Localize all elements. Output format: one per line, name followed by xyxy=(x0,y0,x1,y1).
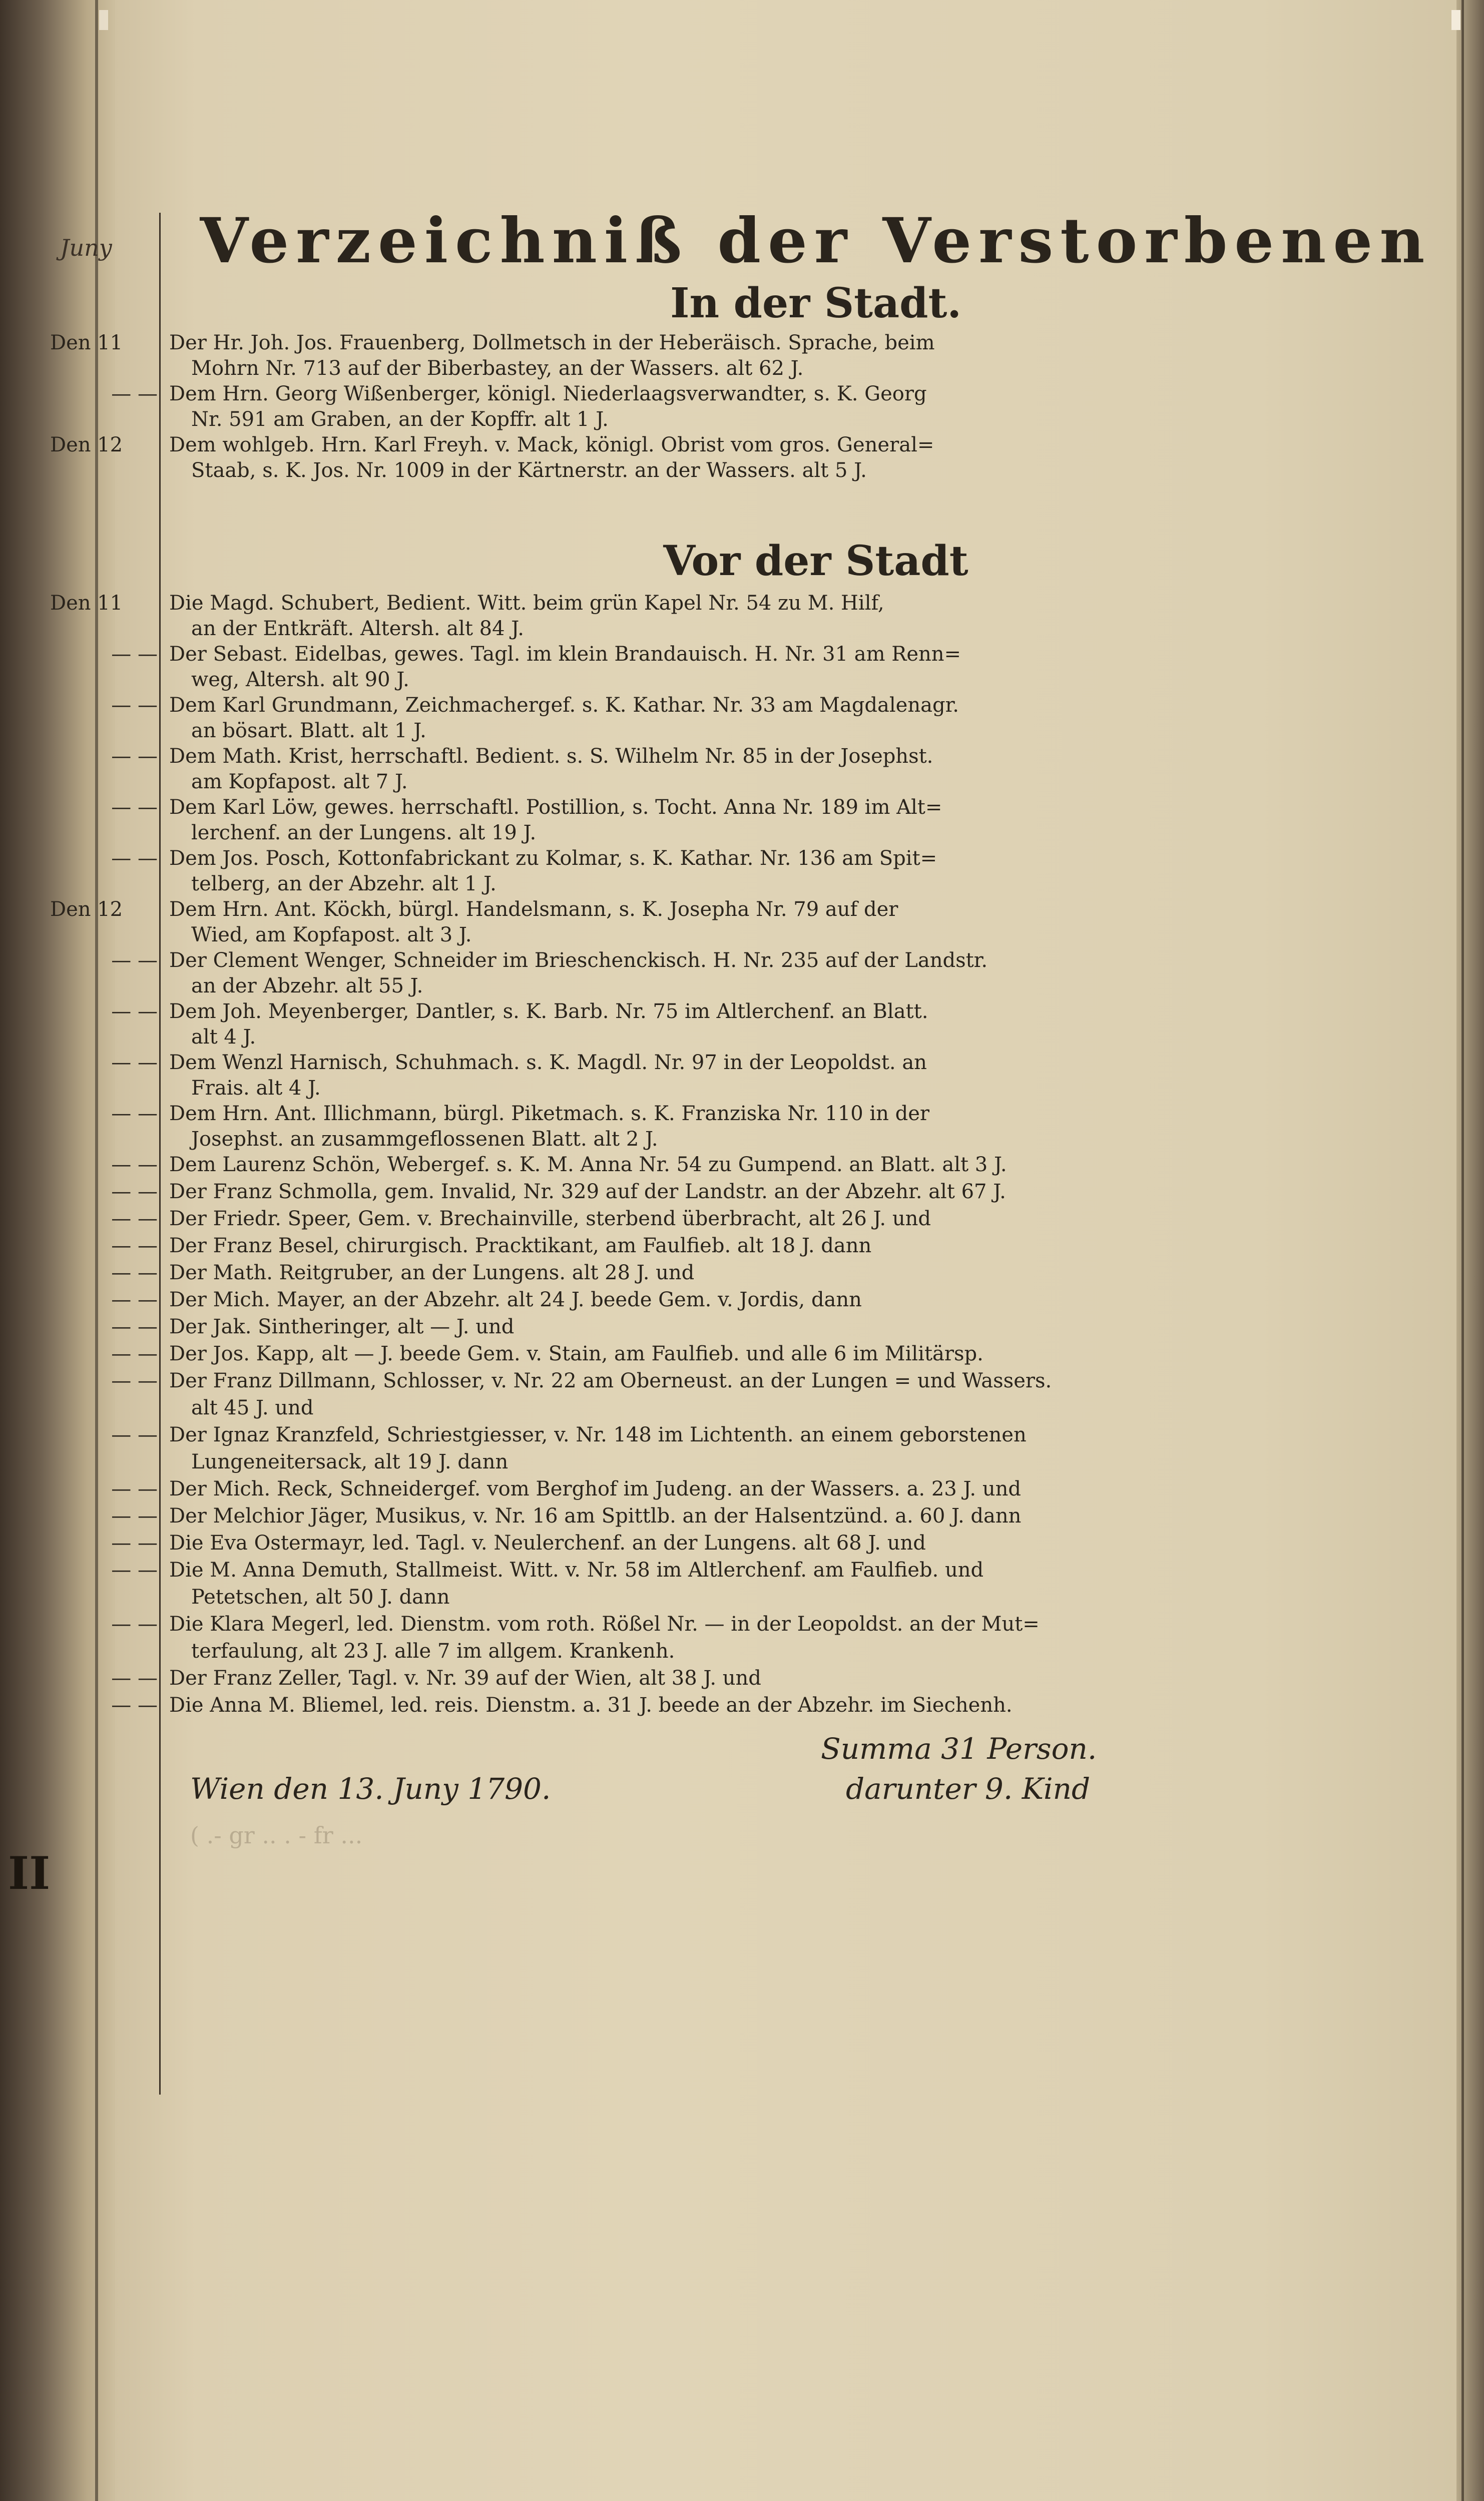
entry: Dem Hrn. Ant. Köckh, bürgl. Handelsmann, s. K. Josepha Nr. 79 auf der Wied, am Kopfapost. alt 3 J. xyxy=(169,898,898,946)
entry-line: Dem Laurenz Schön, Webergef. s. K. M. Anna Nr. 54 zu Gumpend. an Blatt. alt 3 J. xyxy=(169,1153,1007,1176)
entry: Dem Hrn. Georg Wißenberger, königl. Niederlaagsverwandter, s. K. Georg Nr. 591 am Graben, an der Kopffr. alt 1 J. xyxy=(169,382,927,431)
darunter-line: darunter 9. Kind xyxy=(846,1772,1091,1806)
entry-line: Der Friedr. Speer, Gem. v. Brechainville, sterbend überbracht, alt 26 J. und xyxy=(169,1207,931,1230)
spine-edge xyxy=(95,0,98,2501)
entry: Dem Hrn. Ant. Illichmann, bürgl. Piketmach. s. K. Franziska Nr. 110 in der Josephst. an zusammgeflossenen Blatt. alt 2 J. xyxy=(169,1102,930,1151)
entry: Dem Jos. Posch, Kottonfabrickant zu Kolmar, s. K. Kathar. Nr. 136 am Spit= telberg, an der Abzehr. alt 1 J. xyxy=(169,847,937,895)
page-tab xyxy=(1451,10,1460,30)
entry-line: Petetschen, alt 50 J. dann xyxy=(191,1586,450,1609)
entry: Dem Joh. Meyenberger, Dantler, s. K. Barb. Nr. 75 im Altlerchenf. an Blatt. alt 4 J. xyxy=(169,1000,928,1049)
page-title: Verzeichniß der Verstorbenen xyxy=(200,205,1432,277)
margin-date: Den 11 xyxy=(50,331,123,354)
section-in-city: In der Stadt. xyxy=(670,279,961,327)
entry-line: Die Klara Megerl, led. Dienstm. vom roth. Rößel Nr. — in der Leopoldst. an der Mut= xyxy=(169,1613,1040,1636)
entry-line: Der Franz Zeller, Tagl. v. Nr. 39 auf der Wien, alt 38 J. und xyxy=(169,1667,761,1690)
entry: Dem Math. Krist, herrschaftl. Bedient. s. S. Wilhelm Nr. 85 in der Josephst. am Kopfapost. alt 7 J. xyxy=(169,745,933,793)
margin-note: II xyxy=(8,1847,51,1900)
entry: Dem Wenzl Harnisch, Schuhmach. s. K. Magdl. Nr. 97 in der Leopoldst. an Frais. alt 4 J. xyxy=(169,1051,927,1100)
entry-line: alt 45 J. und xyxy=(191,1396,314,1419)
bleed-through-text: ( .- gr .. . - fr ... xyxy=(190,1822,363,1849)
entry-line: Der Franz Dillmann, Schlosser, v. Nr. 22 am Oberneust. an der Lungen = und Wassers. xyxy=(169,1369,1052,1392)
margin-mark xyxy=(99,10,108,30)
entry-line: Der Jos. Kapp, alt — J. beede Gem. v. Stain, am Faulfieb. und alle 6 im Militärsp. xyxy=(169,1342,983,1365)
entry-line: Der Ignaz Kranzfeld, Schriestgiesser, v. Nr. 148 im Lichtenth. an einem geborstenen xyxy=(169,1423,1027,1446)
margin-rule xyxy=(159,213,161,2095)
entry: Der Sebast. Eidelbas, gewes. Tagl. im klein Brandauisch. H. Nr. 31 am Renn= weg, Altersh. alt 90 J. xyxy=(169,643,961,691)
entry-line: terfaulung, alt 23 J. alle 7 im allgem. Krankenh. xyxy=(191,1640,675,1663)
entry-line: Der Math. Reitgruber, an der Lungens. alt 28 J. und xyxy=(169,1261,695,1284)
month-label: Juny xyxy=(60,234,112,261)
right-page-edge xyxy=(1456,0,1484,2501)
entry: Dem Karl Grundmann, Zeichmachergef. s. K. Kathar. Nr. 33 am Magdalenagr. an bösart. Blatt. alt 1 J. xyxy=(169,694,959,742)
entry-line: Lungeneitersack, alt 19 J. dann xyxy=(191,1450,509,1473)
entry-line: Der Jak. Sintheringer, alt — J. und xyxy=(169,1315,515,1338)
section-outside-city: Vor der Stadt xyxy=(663,537,968,585)
entry: Dem wohlgeb. Hrn. Karl Freyh. v. Mack, königl. Obrist vom gros. General= Staab, s. K. Jos. Nr. 1009 in der Kärtnerstr. an der Wassers. alt 5 J. xyxy=(169,433,934,482)
entry: Dem Karl Löw, gewes. herrschaftl. Postillion, s. Tocht. Anna Nr. 189 im Alt= lerchenf. an der Lungens. alt 19 J. xyxy=(169,796,942,844)
margin-date: Den 12 xyxy=(50,898,123,921)
entry-line: Der Mich. Reck, Schneidergef. vom Berghof im Judeng. an der Wassers. a. 23 J. und xyxy=(169,1477,1021,1500)
entry: Der Clement Wenger, Schneider im Brieschenckisch. H. Nr. 235 auf der Landstr. an der Abzehr. alt 55 J. xyxy=(169,949,988,997)
dateline: Wien den 13. Juny 1790. xyxy=(190,1772,551,1806)
entry-line: Die Anna M. Bliemel, led. reis. Dienstm. a. 31 J. beede an der Abzehr. im Siechenh. xyxy=(169,1694,1013,1717)
entry-line: Der Franz Besel, chirurgisch. Pracktikant, am Faulfieb. alt 18 J. dann xyxy=(169,1234,872,1257)
entry-line: Der Mich. Mayer, an der Abzehr. alt 24 J. beede Gem. v. Jordis, dann xyxy=(169,1288,862,1311)
summa-line: Summa 31 Person. xyxy=(821,1732,1097,1766)
right-edge-line xyxy=(1461,0,1464,2501)
entry-line: Die Eva Ostermayr, led. Tagl. v. Neulerchenf. an der Lungens. alt 68 J. und xyxy=(169,1532,926,1555)
entry-line: Der Melchior Jäger, Musikus, v. Nr. 16 am Spittlb. an der Halsentzünd. a. 60 J. dann xyxy=(169,1505,1022,1528)
entry: Der Hr. Joh. Jos. Frauenberg, Dollmetsch in der Heberäisch. Sprache, beim Mohrn Nr. 713 auf der Biberbastey, an der Wassers. alt 62 J. xyxy=(169,331,935,380)
entry: Die Magd. Schubert, Bedient. Witt. beim grün Kapel Nr. 54 zu M. Hilf, an der Entkräft. Altersh. alt 84 J. xyxy=(169,592,884,640)
margin-date: Den 12 xyxy=(50,433,123,456)
entry-line: Die M. Anna Demuth, Stallmeist. Witt. v. Nr. 58 im Altlerchenf. am Faulfieb. und xyxy=(169,1559,984,1582)
margin-date: Den 11 xyxy=(50,592,123,615)
entry-line: Der Franz Schmolla, gem. Invalid, Nr. 329 auf der Landstr. an der Abzehr. alt 67 J. xyxy=(169,1180,1006,1203)
